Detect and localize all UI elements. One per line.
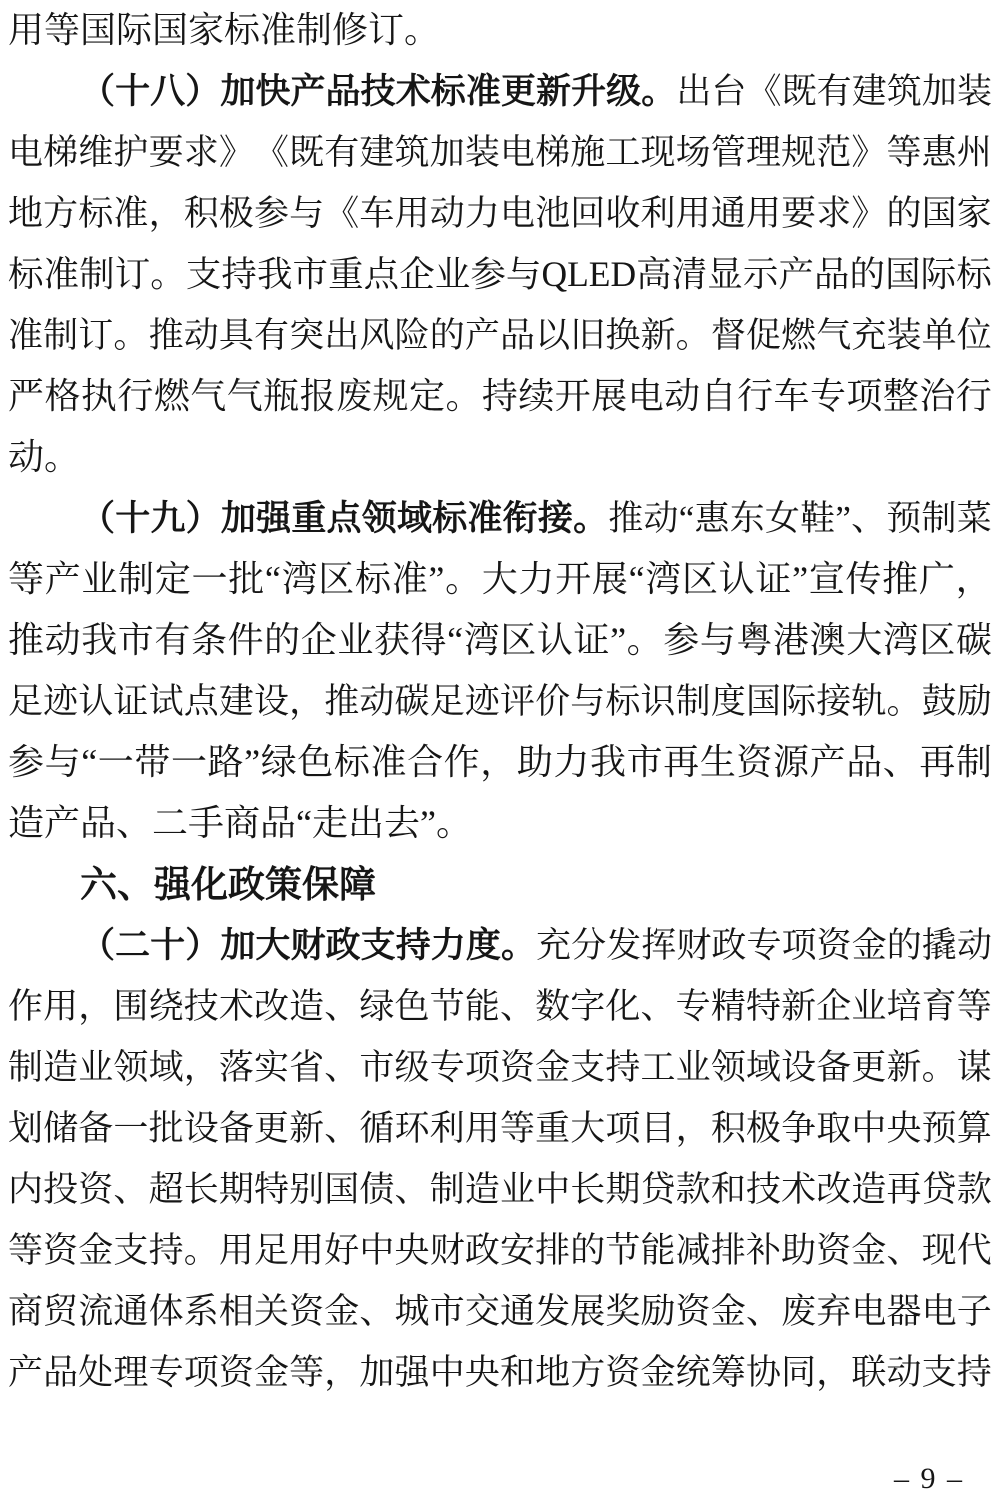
text-line: 地 方 标 准 ， 积 极 参 与 《 车 用 动 力 电 池 回 收 利 用 通 用 要 求 》 的 国 家	[8, 194, 992, 233]
text-line: 电 梯 维 护 要 求 》 《 既 有 建 筑 加 装 电 梯 施 工 现 场 管 理 规 范 》 等 惠 州	[8, 133, 992, 172]
text-line: 严 格 执 行 燃 气 气 瓶 报 废 规 定 。 持 续 开 展 电 动 自 行 车 专 项 整 治 行	[8, 376, 992, 416]
text-line: 作 用 ， 围 绕 技 术 改 造 、 绿 色 节 能 、 数 字 化 、 专 精 特 新 企 业 培 育 等	[8, 987, 992, 1026]
text-line: 等 产 业 制 定 一 批 “ 湾 区 标 准 ” 。 大 力 开 展 “ 湾 区 认 证 ” 宣 传 推 广 ，	[8, 559, 992, 599]
document-body	[8, 0, 992, 1403]
text-line: （ 十 九 ） 加 强 重 点 领 域 标 准 衔 接 。 推 动 “ 惠 东 女 鞋 ” 、 预 制 菜	[80, 499, 992, 538]
text-line: 参 与 “ 一 带 一 路 ” 绿 色 标 准 合 作 ， 助 力 我 市 再 生 资 源 产 品 、 再 制	[8, 742, 992, 782]
text-line: 推 动 我 市 有 条 件 的 企 业 获 得 “ 湾 区 认 证 ” 。 参 与 粤 港 澳 大 湾 区 碳	[8, 620, 992, 660]
text-line: （ 二 十 ） 加 大 财 政 支 持 力 度 。 充 分 发 挥 财 政 专 项 资 金 的 撬 动	[80, 926, 992, 965]
text-line: 内 投 资 、 超 长 期 特 别 国 债 、 制 造 业 中 长 期 贷 款 和 技 术 改 造 再 贷 款	[8, 1170, 992, 1209]
text-line: 用等国际国家标准制修订。	[8, 10, 441, 50]
text-line: 标 准 制 订 。 支 持 我 市 重 点 企 业 参 与 QLED 高 清 显 示 产 品 的 国 际 标	[8, 254, 992, 294]
text-line: 准 制 订 。 推 动 具 有 突 出 风 险 的 产 品 以 旧 换 新 。 督 促 燃 气 充 装 单 位	[8, 316, 992, 355]
text-line: 制 造 业 领 域 ， 落 实 省 、 市 级 专 项 资 金 支 持 工 业 领 域 设 备 更 新 。 谋	[8, 1048, 992, 1087]
text-line: 动。	[8, 437, 81, 477]
text-line: 等 资 金 支 持 。 用 足 用 好 中 央 财 政 安 排 的 节 能 减 排 补 助 资 金 、 现 代	[8, 1231, 992, 1270]
page-number: – 9 –	[894, 1462, 964, 1495]
text-line: 商 贸 流 通 体 系 相 关 资 金 、 城 市 交 通 发 展 奖 励 资 金 、 废 弃 电 器 电 子	[8, 1292, 992, 1331]
text-line: 造产品、二手商品“走出去”。	[8, 803, 472, 843]
text-line: 划 储 备 一 批 设 备 更 新 、 循 环 利 用 等 重 大 项 目 ， 积 极 争 取 中 央 预 算	[8, 1109, 992, 1148]
text-line: （ 十 八 ） 加 快 产 品 技 术 标 准 更 新 升 级 。 出 台 《 既 有 建 筑 加 装	[80, 72, 992, 111]
section-heading: 六、强化政策保障	[80, 864, 376, 905]
text-line: 产 品 处 理 专 项 资 金 等 ， 加 强 中 央 和 地 方 资 金 统 筹 协 同 ， 联 动 支 持	[8, 1353, 992, 1392]
text-line: 足 迹 认 证 试 点 建 设 ， 推 动 碳 足 迹 评 价 与 标 识 制 度 国 际 接 轨 。 鼓 励	[8, 682, 992, 721]
